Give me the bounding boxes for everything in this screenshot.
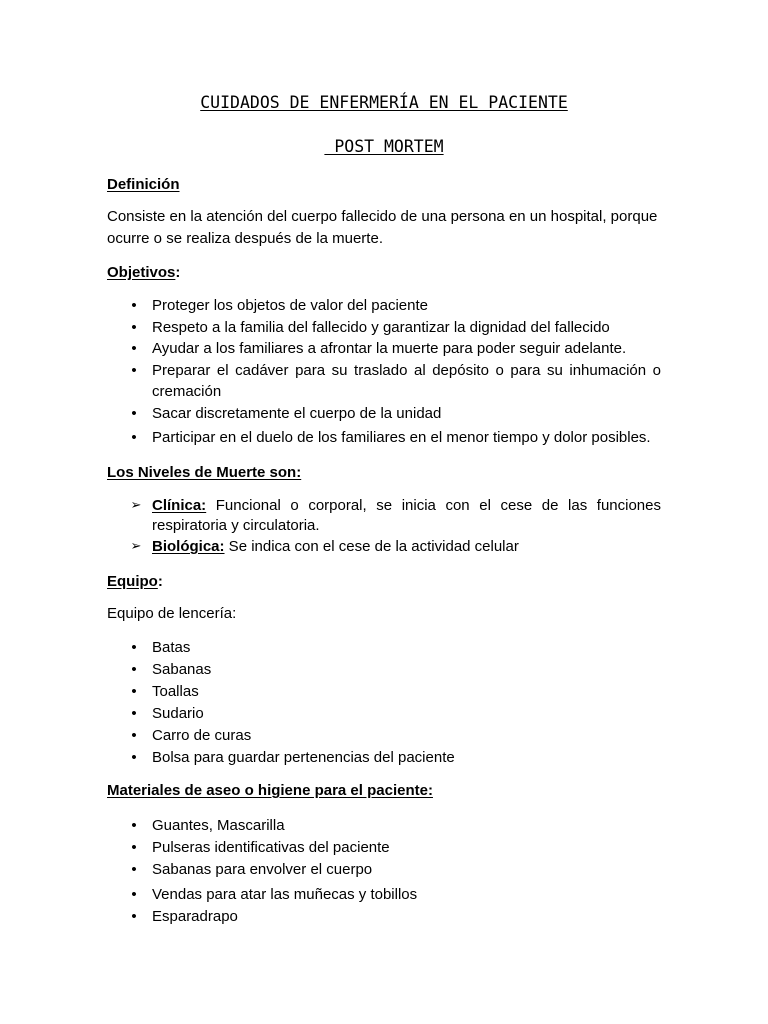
nivel-term-biologica: Biológica: (152, 538, 225, 555)
list-item-text: Participar en el duelo de los familiares en el menor tiempo y dolor posibles. (152, 429, 651, 446)
list-item-text: Toallas (152, 683, 199, 700)
definicion-text: Consiste en la atención del cuerpo fallecido de una persona en un hospital, porque ocurre o se realiza después de la muerte. (107, 208, 658, 247)
bullet-icon: • (131, 886, 137, 903)
list-item-text: Pulseras identificativas del paciente (152, 839, 390, 856)
objetivos-heading-text: Objetivos (107, 264, 176, 281)
list-item (107, 659, 661, 681)
niveles-heading (107, 464, 301, 482)
bullet-icon: • (131, 429, 137, 446)
list-item (107, 403, 661, 425)
list-item (107, 681, 661, 703)
list-item (107, 338, 661, 360)
list-item (107, 837, 661, 859)
nivel-text-clinica: Funcional o corporal, se inicia con el cese de las funciones respiratoria y circulatoria. (152, 497, 661, 534)
list-item (107, 815, 661, 837)
materiales-heading (107, 782, 433, 800)
nivel-text-biologica: Se indica con el cese de la actividad celular (224, 538, 519, 555)
bullet-icon: • (131, 749, 137, 766)
equipo-heading (107, 573, 163, 591)
arrow-bullet-icon: ➢ (130, 498, 142, 513)
list-item-text: Batas (152, 639, 191, 656)
list-item-text: Preparar el cadáver para su traslado al depósito o para su inhumación o cremación (152, 361, 661, 400)
list-item (107, 536, 661, 557)
definicion-heading (107, 176, 180, 194)
list-item-text: Sabanas para envolver el cuerpo (152, 861, 373, 878)
bullet-icon: • (131, 318, 137, 336)
niveles-list (107, 496, 661, 557)
bullet-icon: • (131, 839, 137, 856)
bullet-icon: • (131, 908, 137, 925)
definicion-heading-text: Definición (107, 176, 180, 193)
bullet-icon: • (131, 340, 137, 357)
list-item (107, 703, 661, 725)
list-item-text: Sacar discretamente el cuerpo de la unidad (152, 404, 442, 422)
list-item-text: Sudario (152, 705, 204, 722)
list-item (107, 427, 661, 449)
materiales-list (107, 815, 661, 928)
bullet-icon: • (131, 683, 137, 700)
list-item (107, 747, 661, 769)
list-item (107, 884, 661, 906)
equipo-list (107, 637, 661, 769)
document-subtitle: POST MORTEM (324, 137, 444, 156)
bullet-icon: • (131, 297, 137, 314)
list-item (107, 317, 661, 339)
bullet-icon: • (131, 727, 137, 744)
bullet-icon: • (131, 705, 137, 722)
objetivos-list (107, 295, 661, 449)
list-item (107, 637, 661, 659)
arrow-bullet-icon: ➢ (130, 539, 142, 554)
list-item-text: Ayudar a los familiares a afrontar la muerte para poder seguir adelante. (152, 340, 627, 357)
list-item-text: Guantes, Mascarilla (152, 817, 285, 834)
equipo-heading-colon: : (157, 573, 163, 590)
nivel-term-clinica: Clínica: (152, 497, 207, 514)
list-item-text: Esparadrapo (152, 908, 238, 925)
list-item-text: Bolsa para guardar pertenencias del paciente (152, 749, 455, 766)
objetivos-heading-colon: : (175, 264, 181, 281)
bullet-icon: • (131, 361, 137, 379)
objetivos-heading (107, 264, 180, 282)
document-title: CUIDADOS DE ENFERMERÍA EN EL PACIENTE (200, 93, 568, 112)
equipo-subheading: Equipo de lencería: (107, 605, 237, 622)
bullet-icon: • (131, 861, 137, 878)
list-item (107, 360, 661, 403)
bullet-icon: • (131, 639, 137, 656)
list-item (107, 496, 661, 536)
equipo-heading-text: Equipo (107, 573, 158, 590)
niveles-heading-text: Los Niveles de Muerte son: (107, 464, 302, 481)
list-item (107, 906, 661, 928)
bullet-icon: • (131, 661, 137, 678)
list-item (107, 725, 661, 747)
materiales-heading-text: Materiales de aseo o higiene para el paciente: (107, 782, 433, 799)
list-item-text: Carro de curas (152, 727, 252, 744)
list-item (107, 859, 661, 881)
bullet-icon: • (131, 404, 137, 422)
list-item-text: Proteger los objetos de valor del paciente (152, 297, 429, 314)
list-item-text: Sabanas (152, 661, 212, 678)
list-item (107, 295, 661, 317)
bullet-icon: • (131, 817, 137, 834)
list-item-text: Vendas para atar las muñecas y tobillos (152, 886, 418, 903)
list-item-text: Respeto a la familia del fallecido y garantizar la dignidad del fallecido (152, 318, 610, 336)
